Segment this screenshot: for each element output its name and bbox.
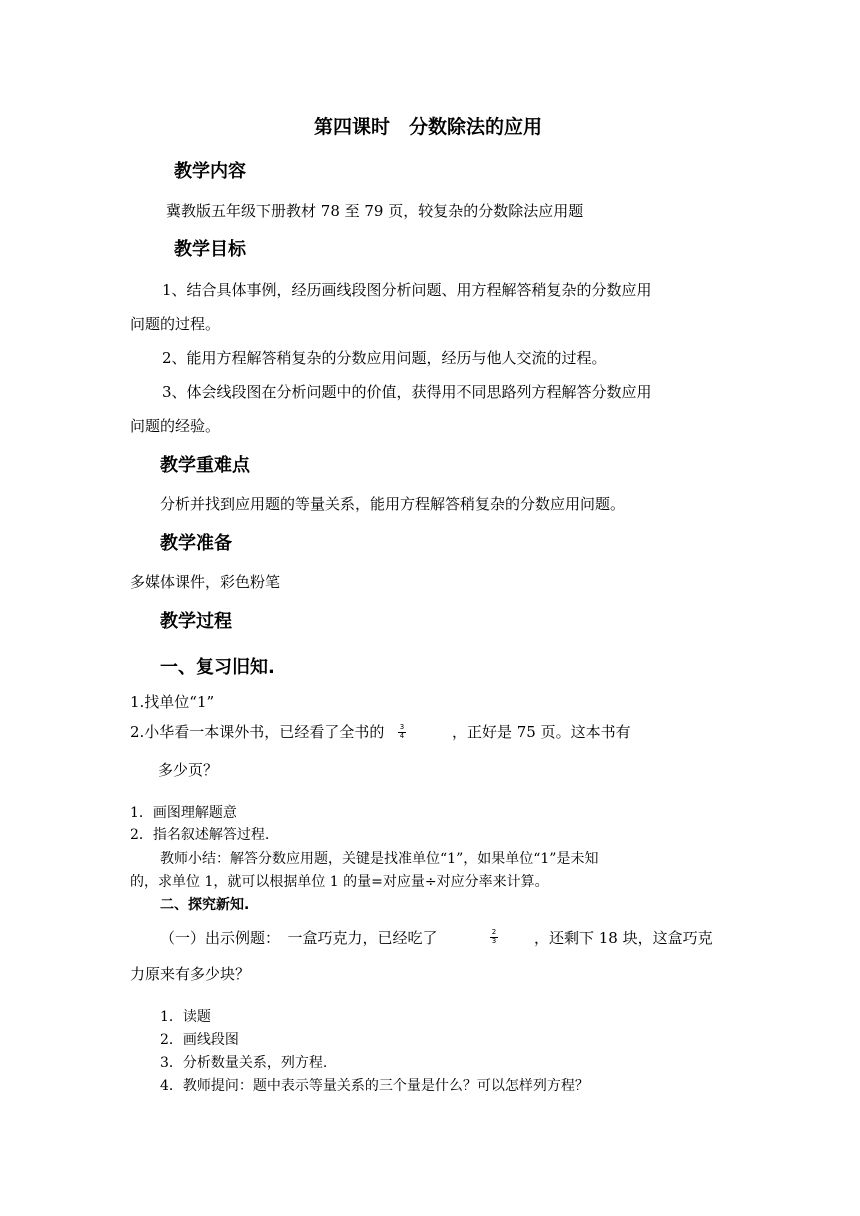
fraction-two-thirds (490, 929, 498, 945)
review-item-2-line-2: 多少页？ (158, 761, 219, 779)
review-item-1: 1.找单位“1” (130, 693, 215, 711)
goal-3-line-2: 问题的经验。 (130, 417, 221, 435)
new-step-2: 2．画线段图 (160, 1032, 239, 1048)
fraction-numerator: 2 (491, 928, 497, 936)
review-item-2-prefix: 2.小华看一本课外书，已经看了全书的 (130, 723, 385, 741)
heading-teaching-goals: 教学目标 (174, 239, 246, 260)
fraction-denominator: 4 (399, 732, 405, 740)
review-step-2: 2．指名叙述解答过程. (130, 827, 270, 843)
heading-preparation: 教学准备 (160, 533, 232, 554)
heading-explore-new: 二、探究新知. (160, 897, 250, 913)
preparation-text: 多媒体课件，彩色粉笔 (130, 573, 281, 591)
new-step-4: 4．教师提问：题中表示等量关系的三个量是什么？可以怎样列方程？ (160, 1078, 589, 1094)
goal-1-line-1: 1、结合具体事例，经历画线段图分析问题、用方程解答稍复杂的分数应用 (162, 281, 652, 299)
heading-teaching-content: 教学内容 (174, 161, 246, 182)
example-suffix: ，还剩下 18 块，这盒巧克 (534, 929, 713, 947)
teaching-content-text: 冀教版五年级下册教材 78 至 79 页，较复杂的分数除法应用题 (166, 202, 584, 220)
heading-teaching-process: 教学过程 (160, 611, 232, 632)
review-item-2-suffix: ，正好是 75 页。这本书有 (452, 723, 631, 741)
example-line-2: 力原来有多少块？ (130, 965, 251, 983)
key-points-text: 分析并找到应用题的等量关系，能用方程解答稍复杂的分数应用问题。 (160, 495, 626, 513)
heading-review: 一、复习旧知. (160, 657, 275, 678)
review-step-1: 1．画图理解题意 (130, 805, 237, 821)
fraction-numerator: 3 (399, 723, 405, 731)
page-title: 第四课时 分数除法的应用 (314, 116, 543, 138)
goal-3-line-1: 3、体会线段图在分析问题中的价值，获得用不同思路列方程解答分数应用 (162, 383, 652, 401)
teacher-summary-line-2: 的，求单位 1，就可以根据单位 1 的量=对应量÷对应分率来计算。 (130, 874, 549, 890)
teacher-summary-line-1: 教师小结：解答分数应用题，关键是找准单位“1”，如果单位“1”是未知 (160, 851, 599, 867)
example-prefix: （一）出示例题： 一盒巧克力，已经吃了 (160, 929, 438, 947)
heading-key-points: 教学重难点 (160, 455, 250, 476)
goal-2: 2、能用方程解答稍复杂的分数应用问题，经历与他人交流的过程。 (162, 349, 607, 367)
fraction-three-quarters (398, 724, 406, 740)
new-step-1: 1．读题 (160, 1009, 211, 1025)
new-step-3: 3．分析数量关系，列方程. (160, 1055, 328, 1071)
fraction-denominator: 3 (491, 937, 497, 945)
goal-1-line-2: 问题的过程。 (130, 315, 221, 333)
